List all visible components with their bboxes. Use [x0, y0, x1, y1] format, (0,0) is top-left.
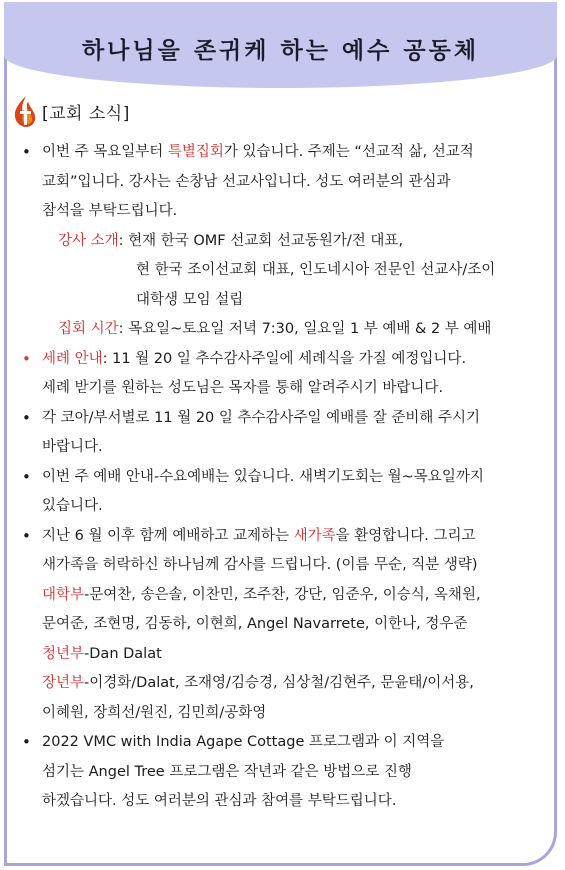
bullet-icon: • — [22, 467, 31, 486]
speaker-line: 현 한국 조이선교회 대표, 인도네시아 전문인 선교사/조이 — [136, 262, 496, 278]
speaker-intro: 강사 소개: 현재 한국 OMF 선교회 선교동원가/전 대표, — [58, 232, 404, 249]
item-line: 세례 안내: 11 월 20 일 추수감사주일에 세례식을 가질 예정입니다. — [42, 350, 467, 367]
news-item-programs — [10, 728, 550, 817]
group-college: 대학부-문여찬, 송은솔, 이찬민, 조주찬, 강단, 임준우, 이승식, 옥채원, — [42, 586, 481, 603]
item-line: 새가족을 허락하신 하나님께 감사를 드립니다. (이름 무순, 직분 생략) — [42, 557, 478, 573]
item-line: 교회”입니다. 강사는 손창남 선교사입니다. 성도 여러분의 관심과 — [42, 173, 451, 190]
bullet-icon: • — [22, 349, 31, 368]
item-line: 이번 주 예배 안내-수요예배는 있습니다. 새벽기도회는 월~목요일까지 — [42, 468, 484, 485]
bullet-icon: • — [22, 526, 31, 545]
item-line: 하겠습니다. 성도 여러분의 관심과 참여를 부탁드립니다. — [42, 793, 397, 809]
news-item-special-meeting — [10, 138, 550, 345]
highlight-new-family: 새가족 — [293, 527, 336, 544]
time-label: 집회 시간 — [58, 321, 119, 337]
group-young-adult: 청년부-Dan Dalat — [42, 645, 162, 662]
speaker-label: 강사 소개 — [58, 232, 119, 249]
highlight-baptism: 세례 안내 — [42, 350, 103, 367]
page-title: 하나님을 존귀케 하는 예수 공동체 — [81, 37, 480, 64]
item-line: 지난 6 월 이후 함께 예배하고 교제하는 새가족을 환영합니다. 그리고 — [42, 527, 476, 544]
item-line: 있습니다. — [42, 498, 103, 514]
meeting-time: 집회 시간: 목요일~토요일 저녁 7:30, 일요일 1 부 예배 & 2 부 예배 — [58, 321, 492, 337]
church-flame-logo-icon — [12, 94, 38, 128]
section-title: [교회 소식] — [42, 103, 130, 124]
item-line: 각 코아/부서별로 11 월 20 일 추수감사주일 예배를 잘 준비해 주시기 — [42, 409, 481, 426]
bullet-icon: • — [22, 408, 31, 427]
item-line: 섬기는 Angel Tree 프로그램은 작년과 같은 방법으로 진행 — [42, 763, 412, 780]
group-label: 대학부 — [42, 586, 85, 603]
item-line: 2022 VMC with India Agape Cottage 프로그램과 이 지역을 — [42, 734, 445, 750]
speaker-line: 대학생 모임 설립 — [136, 291, 244, 308]
item-line: 세례 받기를 원하는 성도님은 목자를 통해 알려주시기 바랍니다. — [42, 380, 444, 396]
group-label: 장년부 — [42, 675, 85, 691]
item-line: 이번 주 목요일부터 특별집회가 있습니다. 주제는 “선교적 삶, 선교적 — [42, 144, 474, 160]
group-line: 이혜원, 장희선/원진, 김민희/공화영 — [42, 704, 267, 721]
item-line: 참석을 부탁드립니다. — [42, 203, 178, 219]
header-banner — [4, 2, 557, 88]
news-item-baptism — [10, 345, 550, 404]
section-header — [12, 94, 130, 128]
item-line: 바랍니다. — [42, 439, 103, 455]
highlight-special-meeting: 특별집회 — [167, 144, 224, 160]
bullet-icon: • — [22, 143, 31, 161]
group-line: 문여준, 조현명, 김동하, 이현희, Angel Navarrete, 이한나, 정우준 — [42, 616, 468, 632]
news-list — [10, 138, 550, 817]
news-item-worship-info — [10, 463, 550, 522]
bullet-icon: • — [22, 733, 31, 751]
group-label: 청년부 — [42, 645, 85, 662]
news-item-new-family — [10, 522, 550, 729]
group-adult: 장년부-이경화/Dalat, 조재영/김승경, 심상철/김현주, 문윤태/이서용, — [42, 675, 474, 691]
news-item-thanksgiving — [10, 404, 550, 463]
